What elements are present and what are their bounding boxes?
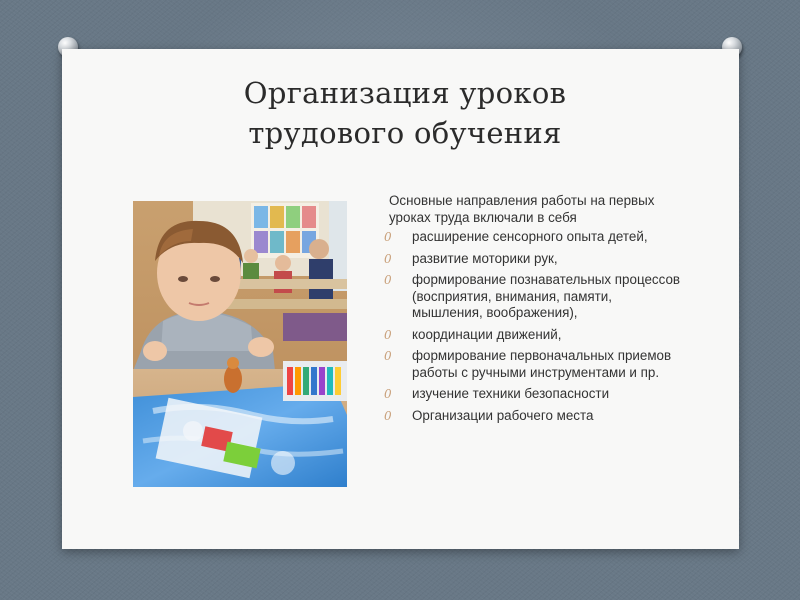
list-item [384,386,684,403]
list-item-text: расширение сенсорного опыта детей, [412,229,648,244]
title-line: трудового обучения [248,116,562,150]
bullet-list [384,229,684,424]
slide-title [170,73,640,153]
bullet-icon: 0 [384,327,392,342]
list-item-text: формирование первоначальных приемов работы с ручными инструментами и пр. [412,348,672,380]
bullet-icon: 0 [384,349,392,363]
list-item [384,229,684,246]
list-item [384,327,684,344]
title-line: Организация уроков [243,76,567,110]
list-item [384,251,684,268]
bullet-icon: 0 [384,230,392,244]
list-item [384,348,684,381]
slide-content [384,193,684,429]
bullet-icon: 0 [384,387,392,401]
bullet-icon: 0 [384,251,392,266]
bullet-icon: 0 [384,273,392,287]
list-item-text: координации движений, [412,326,562,342]
list-item-text: изучение техники безопасности [412,386,610,401]
list-item [384,408,684,425]
bullet-icon: 0 [384,408,392,423]
list-item-text: развитие моторики рук, [412,250,558,266]
list-item-text: формирование познавательных процессов (восприятия, внимания, памяти, мышления, воображения), [412,272,681,320]
classroom-photo [133,201,347,487]
intro-text: Основные направления работы на первых уроках труда включали в себя [389,193,655,225]
list-item [384,272,684,322]
list-item-text: Организации рабочего места [412,407,594,423]
